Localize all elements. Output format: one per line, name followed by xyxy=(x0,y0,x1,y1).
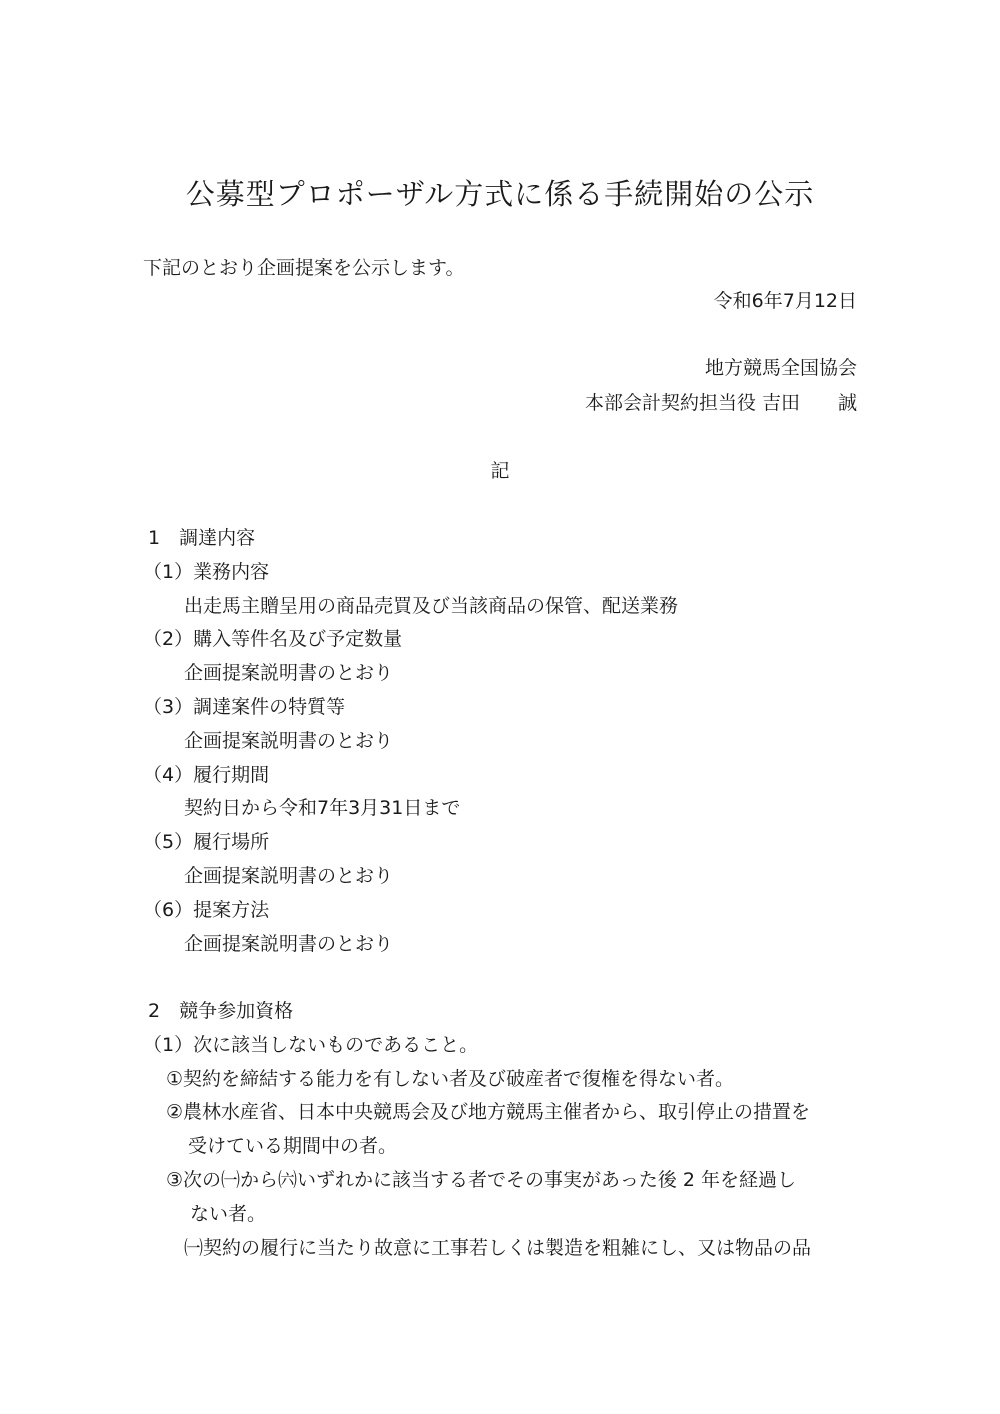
item-1-label: （1）業務内容 xyxy=(143,561,270,583)
condition-3-line-2: ない者。 xyxy=(190,1203,267,1225)
item-2-label: （2）購入等件名及び予定数量 xyxy=(143,628,403,650)
item-4-label: （4）履行期間 xyxy=(143,764,270,786)
item-3-label: （3）調達案件の特質等 xyxy=(143,696,346,718)
condition-3-line-1: ③次の㈠から㈥いずれかに該当する者でその事実があった後 2 年を経過し xyxy=(166,1169,797,1191)
notice-date: 令和6年7月12日 xyxy=(713,290,857,312)
intro-text: 下記のとおり企画提案を公示します。 xyxy=(143,257,465,279)
organization-name: 地方競馬全国協会 xyxy=(704,357,857,379)
page-title: 公募型プロポーザル方式に係る手続開始の公示 xyxy=(185,177,815,211)
condition-2-line-2: 受けている期間中の者。 xyxy=(188,1135,398,1157)
qualification-item-1: （1）次に該当しないものであること。 xyxy=(143,1034,479,1056)
section-2-heading: 2 競争参加資格 xyxy=(148,1000,294,1022)
item-6-text: 企画提案説明書のとおり xyxy=(184,933,394,955)
item-5-text: 企画提案説明書のとおり xyxy=(184,865,394,887)
contract-officer: 本部会計契約担当役 吉田 誠 xyxy=(584,392,857,414)
item-3-text: 企画提案説明書のとおり xyxy=(184,730,394,752)
condition-1: ①契約を締結する能力を有しない者及び破産者で復権を得ない者。 xyxy=(166,1068,735,1090)
sub-condition-1: ㈠契約の履行に当たり故意に工事若しくは製造を粗雑にし、又は物品の品 xyxy=(184,1237,812,1259)
item-2-text: 企画提案説明書のとおり xyxy=(184,662,394,684)
item-4-text: 契約日から令和7年3月31日まで xyxy=(184,797,461,819)
item-1-text: 出走馬主贈呈用の商品売買及び当該商品の保管、配送業務 xyxy=(184,595,679,617)
item-5-label: （5）履行場所 xyxy=(143,831,270,853)
condition-2-line-1: ②農林水産省、日本中央競馬会及び地方競馬主催者から、取引停止の措置を xyxy=(166,1101,811,1123)
section-1-heading: 1 調達内容 xyxy=(148,527,256,549)
item-6-label: （6）提案方法 xyxy=(143,899,270,921)
ki-marker: 記 xyxy=(490,460,510,482)
